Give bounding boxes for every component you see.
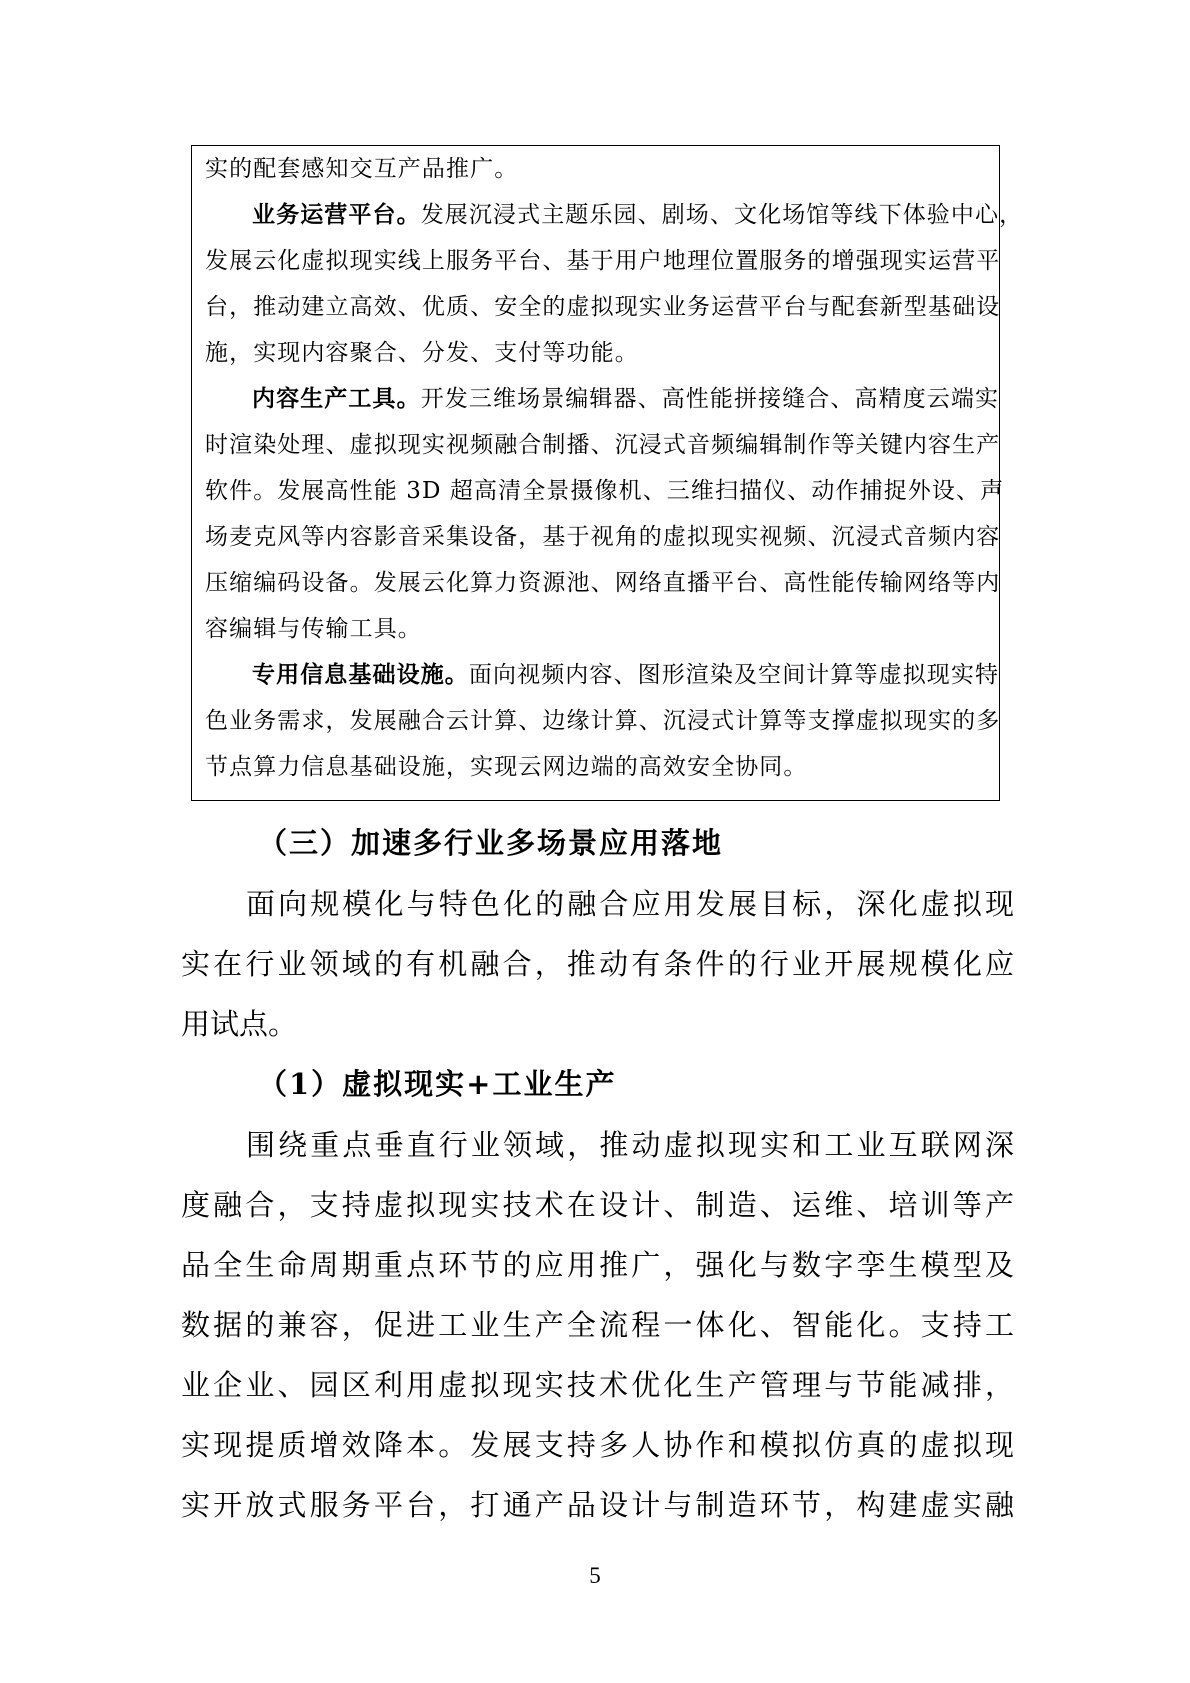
paragraph-line: 实在行业领域的有机融合，推动有条件的行业开展规模化应 <box>181 947 1014 981</box>
box-line: 发展云化虚拟现实线上服务平台、基于用户地理位置服务的增强现实运营平 <box>205 248 1001 274</box>
paragraph-line: 品全生命周期重点环节的应用推广，强化与数字孪生模型及 <box>181 1248 1014 1282</box>
box-line: 容编辑与传输工具。 <box>205 616 422 642</box>
box-line: 专用信息基础设施。面向视频内容、图形渲染及空间计算等虚拟现实特 <box>252 661 1000 688</box>
paragraph-line: 度融合，支持虚拟现实技术在设计、制造、运维、培训等产 <box>181 1188 1014 1222</box>
subsection-heading: （1）虚拟现实+工业生产 <box>258 1067 617 1101</box>
box-line: 色业务需求，发展融合云计算、边缘计算、沉浸式计算等支撑虚拟现实的多 <box>205 708 1001 734</box>
box-line: 业务运营平台。发展沉浸式主题乐园、剧场、文化场馆等线下体验中心， <box>252 201 1024 228</box>
box-line: 时渲染处理、虚拟现实视频融合制播、沉浸式音频编辑制作等关键内容生产 <box>205 432 1001 458</box>
box-line-heading: 内容生产工具。 <box>252 385 421 412</box>
box-line: 施，实现内容聚合、分发、支付等功能。 <box>205 340 639 366</box>
box-line: 节点算力信息基础设施，实现云网边端的高效安全协同。 <box>205 754 808 780</box>
paragraph-line: 实现提质增效降本。发展支持多人协作和模拟仿真的虚拟现 <box>181 1428 1014 1462</box>
paragraph-line: 实开放式服务平台，打通产品设计与制造环节，构建虚实融 <box>181 1488 1014 1522</box>
box-line: 台，推动建立高效、优质、安全的虚拟现实业务运营平台与配套新型基础设 <box>205 294 1001 320</box>
box-line: 实的配套感知交互产品推广。 <box>205 156 519 182</box>
box-line-heading: 业务运营平台。 <box>252 201 421 228</box>
bordered-text-box <box>191 145 1024 801</box>
paragraph-line: 业企业、园区利用虚拟现实技术优化生产管理与节能减排， <box>181 1368 1014 1402</box>
box-line: 场麦克风等内容影音采集设备，基于视角的虚拟现实视频、沉浸式音频内容 <box>205 524 1001 550</box>
paragraph-line: 面向规模化与特色化的融合应用发展目标，深化虚拟现 <box>246 887 1014 921</box>
box-line: 内容生产工具。开发三维场景编辑器、高性能拼接缝合、高精度云端实 <box>252 385 1000 412</box>
box-line-heading: 专用信息基础设施。 <box>252 661 469 688</box>
section-heading: （三）加速多行业多场景应用落地 <box>258 826 724 860</box>
paragraph-line: 用试点。 <box>181 1007 298 1041</box>
paragraph-line: 围绕重点垂直行业领域，推动虚拟现实和工业互联网深 <box>246 1128 1014 1162</box>
page-number: 5 <box>589 1563 601 1588</box>
box-line: 软件。发展高性能 3D 超高清全景摄像机、三维扫描仪、动作捕捉外设、声 <box>205 478 1005 504</box>
paragraph-line: 数据的兼容，促进工业生产全流程一体化、智能化。支持工 <box>181 1308 1014 1342</box>
box-line: 压缩编码设备。发展云化算力资源池、网络直播平台、高性能传输网络等内 <box>205 570 1001 596</box>
